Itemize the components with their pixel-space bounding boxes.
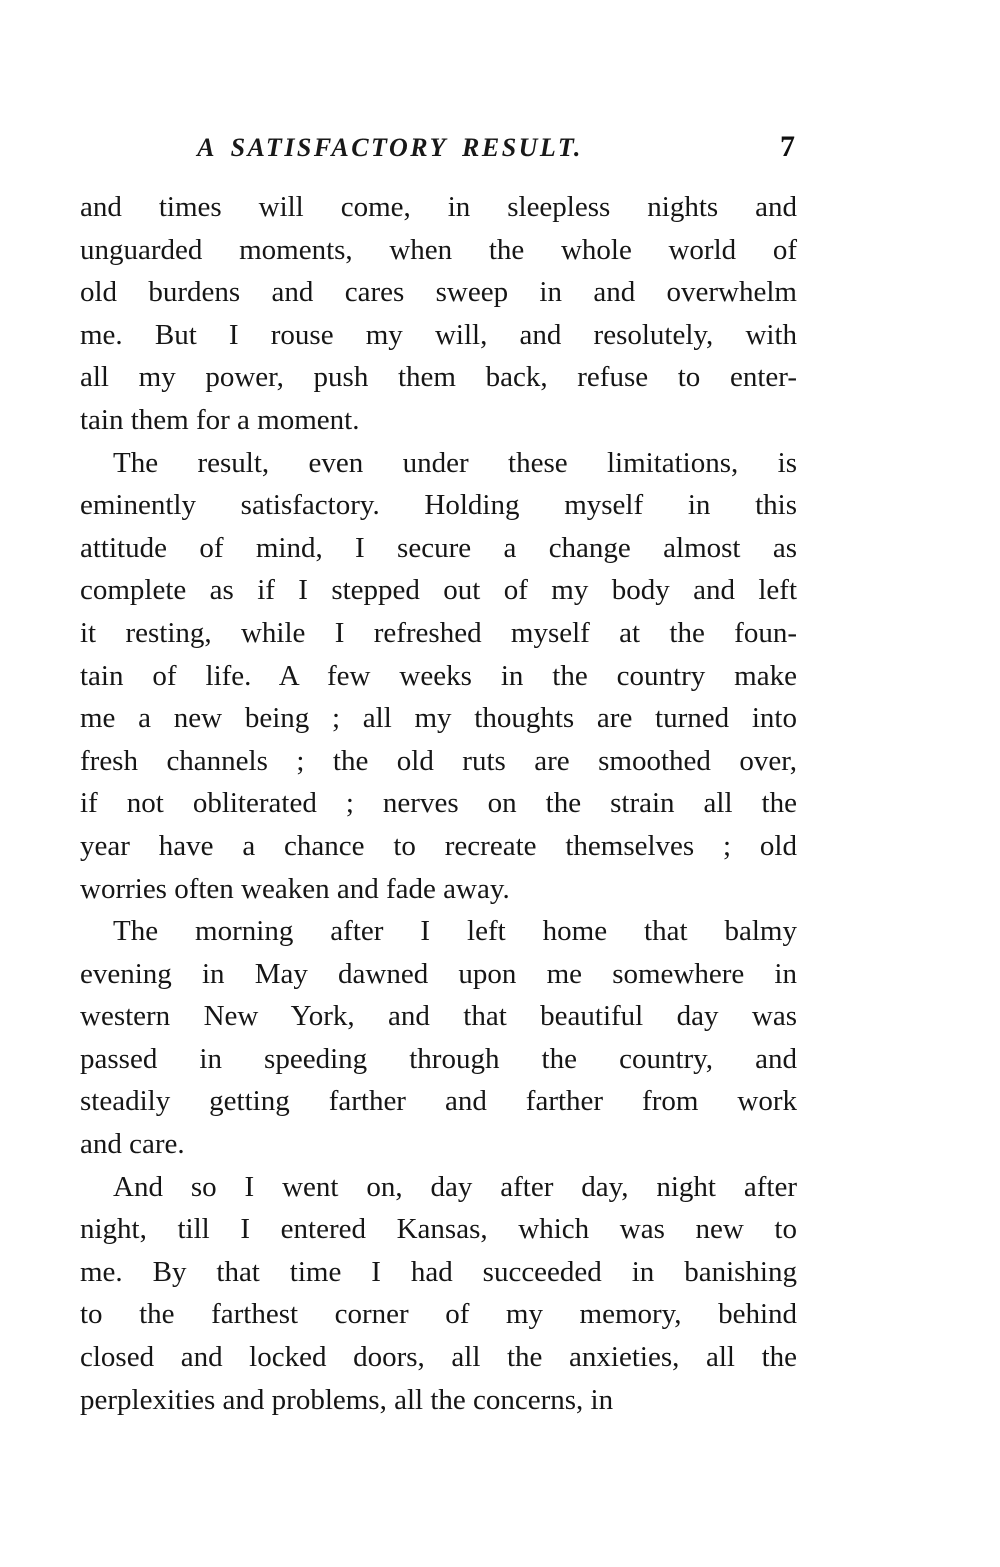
text-line: evening in May dawned upon me somewhere in [80, 957, 797, 990]
text-line: complete as if I stepped out of my body and left [80, 574, 797, 607]
text-line: steadily getting farther and farther from work [80, 1085, 797, 1118]
text-line: The result, even under these limitations, is [113, 446, 797, 479]
text-line: unguarded moments, when the whole world of [80, 233, 797, 266]
text-line: and times will come, in sleepless nights and [80, 191, 797, 223]
paragraph [80, 186, 797, 442]
running-header [0, 130, 1000, 173]
text-line: tain of life. A few weeks in the country make [80, 659, 797, 692]
text-line: eminently satisfactory. Holding myself in this [80, 489, 797, 522]
running-header-title: A SATISFACTORY RESULT. [197, 133, 583, 162]
text-line: all my power, push them back, refuse to enter- [80, 361, 797, 394]
text-line: old burdens and cares sweep in and overwhelm [80, 276, 797, 309]
text-line: night, till I entered Kansas, which was new to [80, 1213, 797, 1246]
paragraph [80, 1166, 797, 1422]
text-line: And so I went on, day after day, night after [113, 1170, 797, 1203]
text-line: passed in speeding through the country, and [80, 1042, 797, 1075]
text-line: The morning after I left home that balmy [113, 915, 797, 948]
text-line: attitude of mind, I secure a change almost as [80, 531, 797, 564]
text-line: fresh channels ; the old ruts are smoothed over, [80, 744, 797, 777]
text-line: and care. [80, 1128, 185, 1161]
body-text [80, 186, 797, 1421]
text-line: perplexities and problems, all the concerns, in [80, 1383, 614, 1416]
text-line: it resting, while I refreshed myself at the foun- [80, 616, 797, 649]
text-line: me. By that time I had succeeded in banishing [80, 1255, 797, 1288]
text-line: if not obliterated ; nerves on the strain all the [80, 787, 797, 820]
text-line: me. But I rouse my will, and resolutely, with [80, 318, 797, 351]
page-number: 7 [780, 130, 795, 163]
text-line: worries often weaken and fade away. [80, 872, 510, 905]
paragraph [80, 910, 797, 1166]
text-line: to the farthest corner of my memory, behind [80, 1298, 797, 1331]
text-line: closed and locked doors, all the anxieties, all the [80, 1341, 797, 1374]
text-line: me a new being ; all my thoughts are turned into [80, 702, 797, 735]
text-line: tain them for a moment. [80, 403, 360, 436]
text-line: western New York, and that beautiful day was [80, 1000, 797, 1033]
paragraph [80, 442, 797, 911]
text-line: year have a chance to recreate themselves ; old [80, 829, 797, 862]
